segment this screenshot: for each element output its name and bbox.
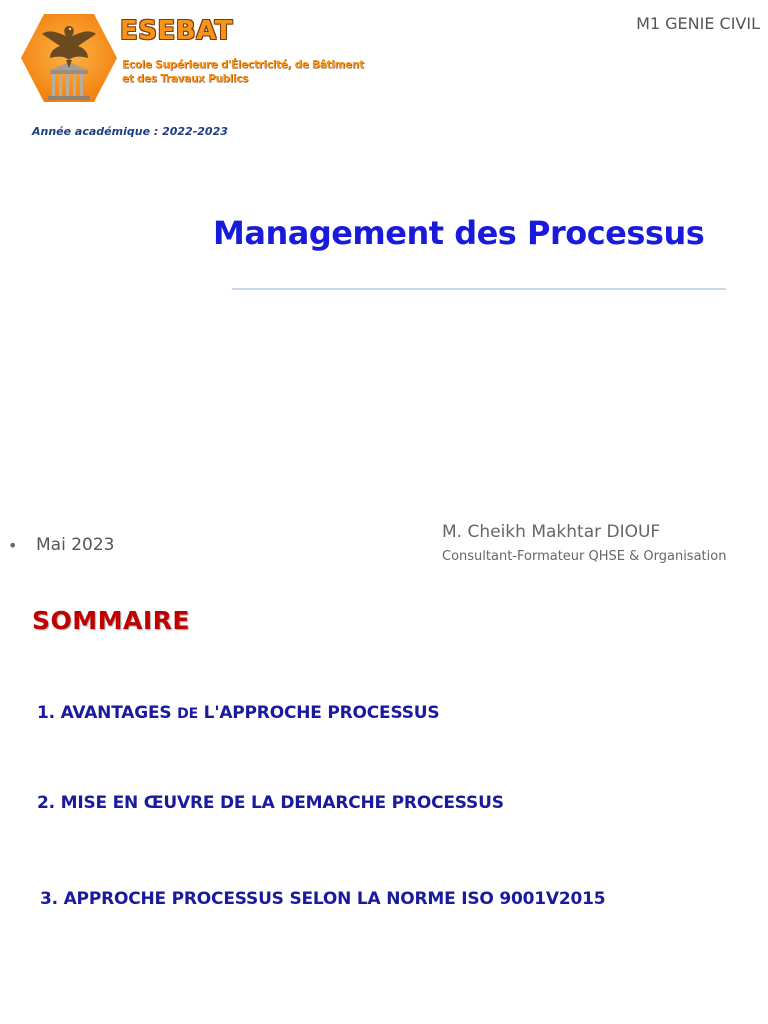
toc-item-2: 2. MISE EN ŒUVRE DE LA DEMARCHE PROCESSUS [37, 793, 504, 813]
title-divider [232, 288, 726, 290]
sommaire-heading: SOMMAIRE [32, 606, 190, 635]
course-level: M1 GENIE CIVIL [636, 14, 760, 33]
toc-item-1-part1: 1. AVANTAGES [37, 703, 178, 723]
page-title: Management des Processus [213, 214, 705, 252]
author-role: Consultant-Formateur QHSE & Organisation [442, 549, 727, 564]
toc-item-1-part2: L'APPROCHE PROCESSUS [197, 703, 440, 723]
toc-item-3: 3. APPROCHE PROCESSUS SELON LA NORME ISO 9001V2015 [40, 889, 606, 909]
school-full-name-line-1: Ecole Supérieure d'Électricité, de Bâtiment [122, 59, 364, 71]
toc-item-1-small: DE [177, 706, 198, 722]
presentation-date: Mai 2023 [36, 535, 115, 555]
esebat-logo-icon [20, 12, 118, 104]
bullet-icon: • [8, 536, 18, 555]
school-logo-name: ESEBAT [120, 16, 233, 46]
toc-item-1 [37, 703, 439, 723]
author-name: M. Cheikh Makhtar DIOUF [442, 522, 661, 542]
school-full-name-line-2: et des Travaux Publics [122, 73, 249, 85]
school-full-name [122, 58, 364, 86]
academic-year: Année académique : 2022-2023 [32, 125, 228, 138]
